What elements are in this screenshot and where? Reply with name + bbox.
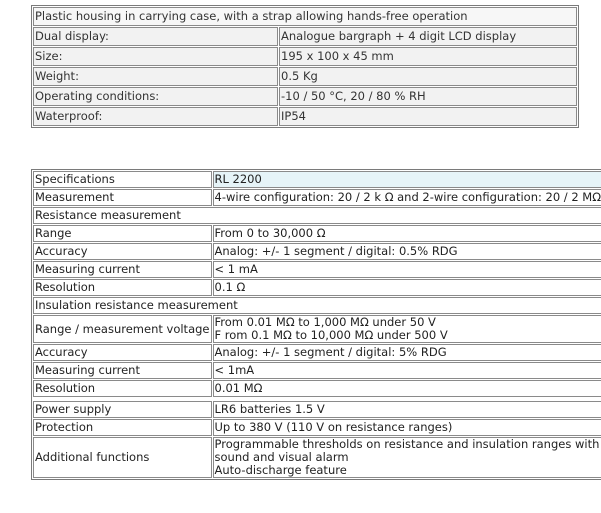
row-value: 0.01 MΩ xyxy=(213,380,601,397)
row-label: Measurement xyxy=(33,189,212,206)
row-label: Weight: xyxy=(33,67,278,86)
table-row xyxy=(33,47,577,66)
table-row xyxy=(33,362,601,379)
table-row xyxy=(33,67,577,86)
row-label: Range / measurement voltage xyxy=(33,315,212,343)
row-value: < 1mA xyxy=(213,362,601,379)
range-line-1: From 0.01 MΩ to 1,000 MΩ under 50 V xyxy=(214,315,436,329)
additional-line-3: Auto-discharge feature xyxy=(214,463,347,477)
row-label: Range xyxy=(33,225,212,242)
row-label: Power supply xyxy=(33,401,212,418)
row-label: Dual display: xyxy=(33,27,278,46)
row-value: 4-wire configuration: 20 / 2 k Ω and 2-wire configuration: 20 / 2 MΩ xyxy=(213,189,601,206)
row-value-multiline xyxy=(213,315,601,343)
model-name: RL 2200 xyxy=(213,171,601,188)
row-label: Resolution xyxy=(33,279,212,296)
additional-line-2: sound and visual alarm xyxy=(214,450,349,464)
row-label: Operating conditions: xyxy=(33,87,278,106)
range-line-2: F rom 0.1 MΩ to 10,000 MΩ under 500 V xyxy=(214,328,448,342)
table-row xyxy=(33,243,601,260)
intro-cell: Plastic housing in carrying case, with a strap allowing hands-free operation xyxy=(33,7,577,26)
general-features-table xyxy=(31,5,579,128)
section-title-insulation: Insulation resistance measurement xyxy=(33,297,601,314)
row-label: Waterproof: xyxy=(33,107,278,126)
row-value: 195 x 100 x 45 mm xyxy=(279,47,577,66)
section-row xyxy=(33,297,601,314)
table-row xyxy=(33,380,601,397)
row-value: 0.5 Kg xyxy=(279,67,577,86)
row-label: Size: xyxy=(33,47,278,66)
table-row xyxy=(33,315,601,343)
row-value: IP54 xyxy=(279,107,577,126)
table-row xyxy=(33,437,601,478)
spacer-row xyxy=(33,398,601,400)
row-value: -10 / 50 °C, 20 / 80 % RH xyxy=(279,87,577,106)
specifications-table xyxy=(31,169,601,480)
row-label: Resolution xyxy=(33,380,212,397)
table-row xyxy=(33,419,601,436)
row-label: Accuracy xyxy=(33,243,212,260)
divider xyxy=(33,398,601,400)
row-value: Analogue bargraph + 4 digit LCD display xyxy=(279,27,577,46)
row-value: LR6 batteries 1.5 V xyxy=(213,401,601,418)
table-row xyxy=(33,7,577,26)
row-value: Analog: +/- 1 segment / digital: 5% RDG xyxy=(213,344,601,361)
row-label: Measuring current xyxy=(33,362,212,379)
additional-line-1: Programmable thresholds on resistance and insulation ranges with xyxy=(214,437,600,451)
section-row xyxy=(33,207,601,224)
table-row xyxy=(33,225,601,242)
row-value: Up to 380 V (110 V on resistance ranges) xyxy=(213,419,601,436)
table-row xyxy=(33,87,577,106)
table-row xyxy=(33,261,601,278)
row-label: Additional functions xyxy=(33,437,212,478)
row-value: Analog: +/- 1 segment / digital: 0.5% RDG xyxy=(213,243,601,260)
row-value-multiline xyxy=(213,437,601,478)
table-row xyxy=(33,401,601,418)
table-row xyxy=(33,107,577,126)
row-label: Accuracy xyxy=(33,344,212,361)
table-row xyxy=(33,189,601,206)
table-row xyxy=(33,344,601,361)
spec-header-label: Specifications xyxy=(33,171,212,188)
row-value: 0.1 Ω xyxy=(213,279,601,296)
row-label: Protection xyxy=(33,419,212,436)
table-row xyxy=(33,279,601,296)
section-title-resistance: Resistance measurement xyxy=(33,207,601,224)
row-value: < 1 mA xyxy=(213,261,601,278)
table-header-row xyxy=(33,171,601,188)
table-row xyxy=(33,27,577,46)
row-value: From 0 to 30,000 Ω xyxy=(213,225,601,242)
row-label: Measuring current xyxy=(33,261,212,278)
